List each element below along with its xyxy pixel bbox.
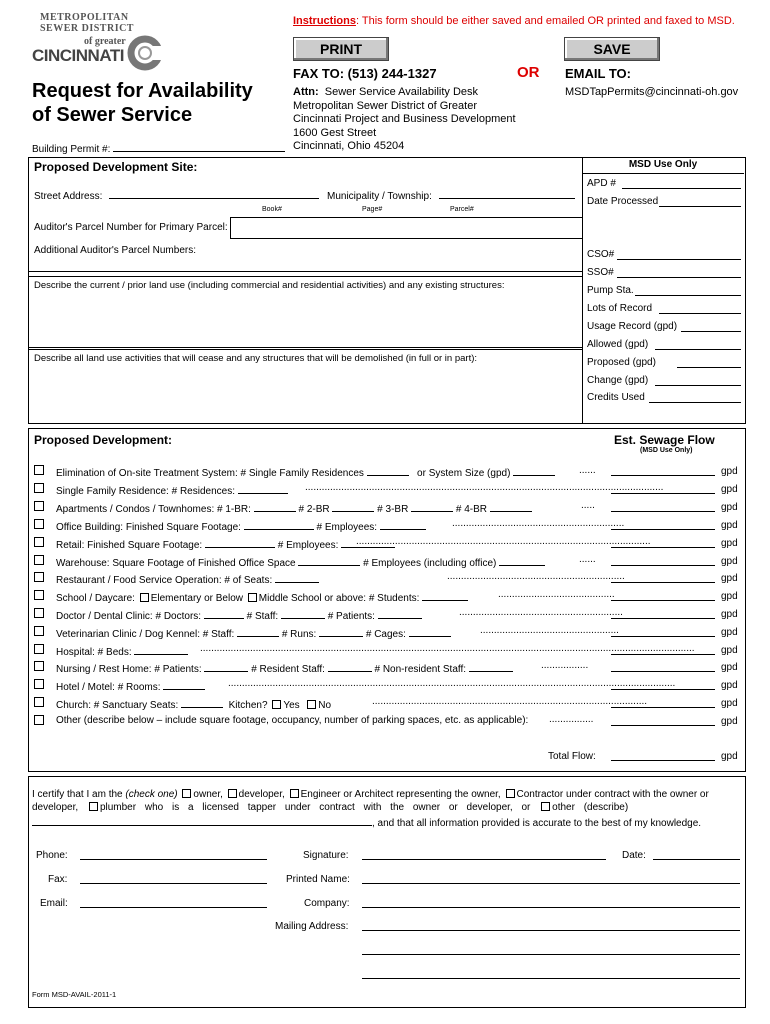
msd-header-divider <box>582 173 744 174</box>
gpd-label-6: gpd <box>721 556 738 567</box>
dev-2br-field[interactable] <box>332 501 374 512</box>
msd-field-credits[interactable] <box>649 392 741 403</box>
phone-label: Phone: <box>36 850 68 861</box>
attn-line-2: Metropolitan Sewer District of Greater <box>293 99 478 112</box>
checkbox-church[interactable] <box>34 697 44 707</box>
dev-elimination-residences-field[interactable] <box>367 465 409 476</box>
checkbox-vet[interactable] <box>34 626 44 636</box>
fax-label: FAX TO: (513) 244-1327 <box>293 66 437 81</box>
msd-field-allowed[interactable] <box>655 339 741 350</box>
email-contact-field[interactable] <box>80 907 267 908</box>
checkbox-kitchen-no[interactable] <box>307 700 316 709</box>
save-button[interactable]: SAVE <box>564 37 660 61</box>
msd-logo <box>32 12 172 72</box>
dev-doctor-label: Doctor / Dental Clinic: # Doctors: <box>56 611 202 622</box>
dev-row-warehouse <box>56 555 545 569</box>
gpd-label-total: gpd <box>721 751 738 762</box>
flow-field-retail[interactable] <box>611 537 715 548</box>
dev-row-church <box>56 697 331 711</box>
certify-owner-label: owner, <box>193 789 223 800</box>
gpd-label-4: gpd <box>721 520 738 531</box>
dev-school-label: School / Daycare: <box>56 593 135 604</box>
dev-3br-field[interactable] <box>411 501 453 512</box>
flow-field-other[interactable] <box>611 715 715 726</box>
gpd-label-10: gpd <box>721 627 738 638</box>
email-label: EMAIL TO: <box>565 66 631 81</box>
additional-label: Additional Auditor's Parcel Numbers: <box>34 245 196 256</box>
print-button[interactable]: PRINT <box>293 37 389 61</box>
dev-system-size-label: or System Size (gpd) <box>417 468 511 479</box>
dev-cages-label: # Cages: <box>365 629 406 640</box>
signature-field[interactable] <box>362 859 606 860</box>
checkbox-doctor[interactable] <box>34 608 44 618</box>
msd-row-usage <box>587 321 677 332</box>
certify-text-line-3 <box>32 815 701 829</box>
dots-10: .................................................. <box>480 625 619 636</box>
msd-label-apd: APD # <box>587 178 616 189</box>
dev-other-label: Other (describe below – include square footage, occupancy, number of parking spaces, etc. as applicable): <box>56 715 529 726</box>
dev-runs-field[interactable] <box>319 626 363 637</box>
msd-label-lots: Lots of Record <box>587 303 653 314</box>
checkbox-kitchen-yes[interactable] <box>272 700 281 709</box>
instructions <box>293 15 735 27</box>
dots-2: ................................................................................................................................. <box>305 482 664 493</box>
msd-row-credits <box>587 392 645 403</box>
flow-field-hospital[interactable] <box>611 644 715 655</box>
book-label: Book# <box>262 206 282 213</box>
checkbox-contractor[interactable] <box>506 789 515 798</box>
msd-row-proposed <box>587 357 656 368</box>
mailing-address-field-1[interactable] <box>362 930 740 931</box>
dev-office-label: Office Building: Finished Square Footage: <box>56 522 241 533</box>
date-label: Date: <box>622 850 646 861</box>
msd-label-cso: CSO# <box>587 249 615 260</box>
dots-14: ................................................................................................... <box>372 696 648 707</box>
municipality-label: Municipality / Township: <box>327 191 432 202</box>
checkbox-elementary[interactable] <box>140 593 149 602</box>
checkbox-single-family[interactable] <box>34 483 44 493</box>
dev-row-office <box>56 519 426 533</box>
instructions-text: This form should be either saved and emailed OR printed and faxed to MSD. <box>359 15 735 27</box>
logo-c-icon <box>128 36 162 70</box>
dev-sanctuary-seats-field[interactable] <box>181 697 223 708</box>
dots-15: ................ <box>549 714 594 725</box>
checkbox-school[interactable] <box>34 590 44 600</box>
company-label: Company: <box>304 898 350 909</box>
dev-row-other <box>56 715 528 726</box>
email-contact-label: Email: <box>40 898 68 909</box>
msd-label-usage: Usage Record (gpd) <box>587 321 678 332</box>
checkbox-apartments[interactable] <box>34 501 44 511</box>
dev-kitchen-yes-label: Yes <box>283 700 300 711</box>
dev-row-single-family <box>56 483 288 497</box>
gpd-label-8: gpd <box>721 591 738 602</box>
msd-field-usage[interactable] <box>681 321 741 332</box>
additional-divider <box>28 271 582 272</box>
dev-3br-label: # 3-BR <box>377 504 409 515</box>
certify-developer2-label: developer, <box>32 802 79 813</box>
dev-vet-label: Veterinarian Clinic / Dog Kennel: # Staff: <box>56 629 235 640</box>
dev-nursing-label: Nursing / Rest Home: # Patients: <box>56 664 202 675</box>
checkbox-office[interactable] <box>34 519 44 529</box>
msd-field-cso[interactable] <box>617 249 741 260</box>
or-label: OR <box>517 64 540 81</box>
msd-header: MSD Use Only <box>628 159 698 170</box>
msd-row-date-processed <box>587 196 658 207</box>
gpd-label-12: gpd <box>721 662 738 673</box>
msd-field-date-processed[interactable] <box>659 196 741 207</box>
logo-line-4: CINCINNATI <box>32 46 124 65</box>
dev-nonresident-staff-field[interactable] <box>469 661 513 672</box>
attn-block <box>293 86 516 154</box>
attn-line-3: Cincinnati Project and Business Development <box>293 113 516 125</box>
msd-field-change[interactable] <box>655 375 741 386</box>
checkbox-hotel[interactable] <box>34 679 44 689</box>
dev-row-school <box>56 590 468 604</box>
msd-label-pump-sta: Pump Sta. <box>587 285 634 296</box>
flow-field-elimination[interactable] <box>611 465 715 476</box>
flow-field-doctor[interactable] <box>611 608 715 619</box>
dev-hotel-label: Hotel / Motel: # Rooms: <box>56 682 161 693</box>
msd-field-lots[interactable] <box>659 303 741 314</box>
checkbox-engineer[interactable] <box>290 789 299 798</box>
dots-1: ...... <box>579 465 596 476</box>
mailing-address-field-2[interactable] <box>362 954 740 955</box>
dev-warehouse-sqft-field[interactable] <box>298 555 360 566</box>
dev-warehouse-employees-field[interactable] <box>499 555 545 566</box>
checkbox-other-role[interactable] <box>541 802 550 811</box>
instructions-colon: : <box>355 15 360 27</box>
dev-system-size-field[interactable] <box>513 465 555 476</box>
dev-row-apartments <box>56 501 532 515</box>
msd-label-proposed: Proposed (gpd) <box>587 357 656 368</box>
dev-2br-label: # 2-BR <box>298 504 330 515</box>
attn-line-1: Sewer Service Availability Desk <box>324 86 479 98</box>
msd-field-apd[interactable] <box>622 178 741 189</box>
certify-text-line-1 <box>32 789 742 800</box>
building-permit-row <box>32 141 285 155</box>
parcel-label: Parcel# <box>450 206 474 213</box>
dev-beds-field[interactable] <box>134 644 188 655</box>
page-title-line-2: of Sewer Service <box>32 104 193 126</box>
flow-subheader: (MSD Use Only) <box>640 447 693 454</box>
dev-rooms-field[interactable] <box>163 679 205 690</box>
printed-name-label: Printed Name: <box>286 874 350 885</box>
dev-runs-label: # Runs: <box>281 629 317 640</box>
dev-church-label: Church: # Sanctuary Seats: <box>56 700 179 711</box>
dots-9: ........................................................... <box>459 607 623 618</box>
gpd-label-11: gpd <box>721 645 738 656</box>
gpd-label-14: gpd <box>721 698 738 709</box>
dev-row-elimination <box>56 465 555 479</box>
page-title-line-1: Request for Availability <box>32 80 253 102</box>
date-field[interactable] <box>653 859 740 860</box>
msd-row-cso <box>587 249 614 260</box>
msd-label-change: Change (gpd) <box>587 375 649 386</box>
checkbox-restaurant[interactable] <box>34 572 44 582</box>
dev-middle-school-label: Middle School or above: # Students: <box>258 593 420 604</box>
fax-contact-label: Fax: <box>48 874 68 885</box>
gpd-label-7: gpd <box>721 573 738 584</box>
dev-4br-label: # 4-BR <box>455 504 487 515</box>
dev-elementary-label: Elementary or Below <box>150 593 243 604</box>
dev-row-hospital <box>56 644 188 658</box>
msd-row-pump-sta <box>587 285 634 296</box>
dev-nursing-patients-field[interactable] <box>204 661 248 672</box>
msd-label-sso: SSO# <box>587 267 614 278</box>
certify-prefix: I certify that I am the <box>32 789 126 800</box>
dots-6: ...... <box>579 554 596 565</box>
msd-row-lots <box>587 303 652 314</box>
dev-doctor-staff-field[interactable] <box>281 608 325 619</box>
flow-field-vet[interactable] <box>611 626 715 637</box>
msd-row-allowed <box>587 339 648 350</box>
mailing-address-label: Mailing Address: <box>275 921 349 932</box>
certify-text-line-2 <box>32 802 742 813</box>
dots-7: ................................................................ <box>447 571 625 582</box>
gpd-label-9: gpd <box>721 609 738 620</box>
msd-field-proposed[interactable] <box>677 357 741 368</box>
certify-developer-label: developer, <box>238 789 285 800</box>
checkbox-owner[interactable] <box>182 789 191 798</box>
street-label: Street Address: <box>34 191 103 202</box>
page-label: Page# <box>362 206 383 213</box>
building-permit-label: Building Permit #: <box>32 144 111 155</box>
certify-other-label: other (describe) <box>552 802 629 813</box>
certify-check-one: (check one) <box>125 789 178 800</box>
dev-resident-staff-field[interactable] <box>328 661 372 672</box>
dev-students-field[interactable] <box>422 590 468 601</box>
dev-retail-employees-label: # Employees: <box>277 540 339 551</box>
attn-line-5: Cincinnati, Ohio 45204 <box>293 140 405 152</box>
dev-elimination-label: Elimination of On-site Treatment System: # Single Family Residences <box>56 468 364 479</box>
mailing-address-field-3[interactable] <box>362 978 740 979</box>
checkbox-middle-school[interactable] <box>248 593 257 602</box>
gpd-label-13: gpd <box>721 680 738 691</box>
dev-warehouse-label: Warehouse: Square Footage of Finished Office Space <box>56 558 296 569</box>
checkbox-warehouse[interactable] <box>34 555 44 565</box>
dev-row-restaurant <box>56 572 319 586</box>
dev-doctors-field[interactable] <box>204 608 244 619</box>
dots-12: ................. <box>541 660 589 671</box>
certify-other-describe-field[interactable] <box>32 815 372 826</box>
dev-apartments-label: Apartments / Condos / Townhomes: # 1-BR: <box>56 504 251 515</box>
gpd-label-3: gpd <box>721 502 738 513</box>
flow-header: Est. Sewage Flow <box>614 433 715 447</box>
flow-field-hotel[interactable] <box>611 679 715 690</box>
dev-row-hotel <box>56 679 205 693</box>
flow-field-restaurant[interactable] <box>611 572 715 583</box>
checkbox-hospital[interactable] <box>34 644 44 654</box>
dev-row-doctor <box>56 608 422 622</box>
dev-row-retail <box>56 537 395 551</box>
dev-single-family-label: Single Family Residence: # Residences: <box>56 486 235 497</box>
dev-warehouse-employees-label: # Employees (including office) <box>363 558 497 569</box>
total-flow-label: Total Flow: <box>548 751 596 762</box>
msd-label-credits: Credits Used <box>587 392 645 403</box>
msd-row-apd <box>587 178 616 189</box>
gpd-label-2: gpd <box>721 484 738 495</box>
flow-field-apartments[interactable] <box>611 501 715 512</box>
checkbox-other[interactable] <box>34 715 44 725</box>
dots-3: ..... <box>581 500 595 511</box>
dev-resident-staff-label: # Resident Staff: <box>251 664 325 675</box>
gpd-label-15: gpd <box>721 716 738 727</box>
flow-field-office[interactable] <box>611 519 715 530</box>
msd-field-sso[interactable] <box>617 267 741 278</box>
dev-kitchen-label: Kitchen? <box>228 700 268 711</box>
dots-13: ................................................................................................................................................................. <box>228 678 676 689</box>
dev-cages-field[interactable] <box>409 626 451 637</box>
auditor-field[interactable] <box>230 217 583 239</box>
dev-1br-field[interactable] <box>254 501 296 512</box>
msd-label-date-processed: Date Processed <box>587 196 659 207</box>
describe-cease-label: Describe all land use activities that will cease and any structures that will be demolished (in full or in part): <box>34 353 478 364</box>
dev-vet-staff-field[interactable] <box>237 626 279 637</box>
dev-row-vet <box>56 626 451 640</box>
checkbox-plumber[interactable] <box>89 802 98 811</box>
municipality-field[interactable] <box>439 188 575 199</box>
attn-line-4: 1600 Gest Street <box>293 126 377 139</box>
phone-field[interactable] <box>80 859 267 860</box>
checkbox-developer[interactable] <box>228 789 237 798</box>
attn-label: Attn: <box>293 86 319 98</box>
logo-line-3: of greater <box>84 36 126 47</box>
development-header: Proposed Development: <box>34 433 173 447</box>
street-row <box>34 188 319 202</box>
dev-row-nursing <box>56 661 513 675</box>
signature-label: Signature: <box>303 850 349 861</box>
msd-row-change <box>587 375 648 386</box>
dev-residences-field[interactable] <box>238 483 288 494</box>
dev-4br-field[interactable] <box>490 501 532 512</box>
dev-patients-label: # Patients: <box>327 611 375 622</box>
street-field[interactable] <box>109 188 319 199</box>
flow-field-church[interactable] <box>611 697 715 708</box>
flow-field-school[interactable] <box>611 590 715 601</box>
dev-hospital-label: Hospital: # Beds: <box>56 647 132 658</box>
form-id: Form MSD-AVAIL-2011-1 <box>32 990 117 999</box>
logo-line-2: SEWER DISTRICT <box>40 23 134 34</box>
msd-field-pump-sta[interactable] <box>635 285 741 296</box>
certify-engineer-label: Engineer or Architect representing the owner, <box>300 789 501 800</box>
dots-4: .............................................................. <box>452 518 625 529</box>
dev-office-sqft-field[interactable] <box>244 519 314 530</box>
dev-nonresident-staff-label: # Non-resident Staff: <box>374 664 467 675</box>
logo-line-1: METROPOLITAN <box>40 12 129 23</box>
site-header: Proposed Development Site: <box>34 160 198 174</box>
msd-row-sso <box>587 267 614 278</box>
flow-field-single-family[interactable] <box>611 483 715 494</box>
dots-8: .......................................... <box>498 589 615 600</box>
certify-contractor-label: Contractor under contract with the owner or <box>516 789 709 800</box>
dev-office-employees-label: # Employees: <box>316 522 378 533</box>
checkbox-elimination[interactable] <box>34 465 44 475</box>
dev-doctor-staff-label: # Staff: <box>246 611 279 622</box>
instructions-label: Instructions <box>293 15 356 27</box>
certify-end-text: , and that all information provided is accurate to the best of my knowledge. <box>372 818 702 829</box>
dots-5: .......................................................................................................... <box>356 536 651 547</box>
checkbox-retail[interactable] <box>34 537 44 547</box>
building-permit-field[interactable] <box>113 141 285 152</box>
dots-11: .................................................................................................................................................................................. <box>200 643 695 654</box>
flow-field-warehouse[interactable] <box>611 555 715 566</box>
municipality-row <box>327 188 575 202</box>
dev-office-employees-field[interactable] <box>380 519 426 530</box>
gpd-label-1: gpd <box>721 466 738 477</box>
dev-patients-field[interactable] <box>378 608 422 619</box>
flow-field-nursing[interactable] <box>611 661 715 672</box>
dev-retail-label: Retail: Finished Square Footage: <box>56 540 203 551</box>
total-flow-field[interactable] <box>611 750 715 761</box>
fax-contact-field[interactable] <box>80 883 267 884</box>
company-field[interactable] <box>362 907 740 908</box>
gpd-label-5: gpd <box>721 538 738 549</box>
dev-restaurant-label: Restaurant / Food Service Operation: # of Seats: <box>56 575 273 586</box>
dev-retail-sqft-field[interactable] <box>205 537 275 548</box>
checkbox-nursing[interactable] <box>34 661 44 671</box>
dev-seats-field[interactable] <box>275 572 319 583</box>
printed-name-field[interactable] <box>362 883 740 884</box>
describe-current-label: Describe the current / prior land use (including commercial and residential activities) and any existing structures: <box>34 280 505 291</box>
auditor-label: Auditor's Parcel Number for Primary Parcel: <box>34 222 228 233</box>
email-address[interactable]: MSDTapPermits@cincinnati-oh.gov <box>565 86 739 98</box>
certify-plumber-label: plumber who is a licensed tapper under contract with the owner or developer, or <box>99 802 531 813</box>
dev-kitchen-no-label: No <box>318 700 332 711</box>
msd-label-allowed: Allowed (gpd) <box>587 339 649 350</box>
